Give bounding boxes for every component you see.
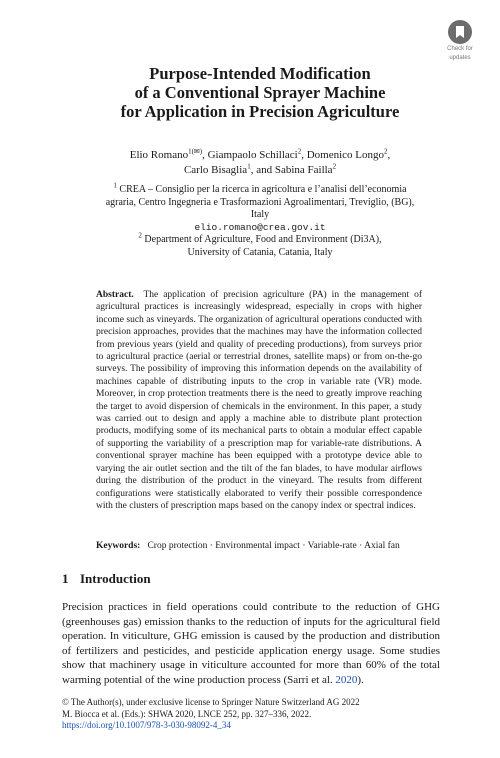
affiliation-line: University of Catania, Catania, Italy <box>187 246 333 258</box>
footer <box>62 697 452 732</box>
keywords-text: Crop protection · Environmental impact · Variable-rate · Axial fan <box>147 541 400 551</box>
affiliation-line: CREA – Consiglio per la ricerca in agricoltura e l’analisi dell’economia <box>116 184 407 195</box>
author-name: , Domenico Longo <box>301 149 385 161</box>
check-for-updates-badge[interactable] <box>440 20 480 62</box>
badge-caption-2: updates <box>449 55 471 61</box>
intro-paragraph: Precision practices in field operations could contribute to the reduction of GHG (greenhouses gas) emission thanks to the reduction of inputs for the agricultural field operation. In viticulture, GHG emission is caused by the production and distribution of fertilizers and pesticides, and pesticide application energy usage. Some studies show that machinery usage in viticulture accounted for more than 60% of the total warming potential of the wine production process (Sarri et al. 2020). <box>62 601 440 686</box>
badge-caption-1: Check for <box>447 46 473 52</box>
section-title: Introduction <box>80 571 151 586</box>
title-line-1: Purpose-Intended Modification <box>149 64 371 83</box>
author-name: , Giampaolo Schillaci <box>202 149 298 161</box>
keywords <box>96 540 436 552</box>
author-name: Carlo Bisaglia <box>183 164 248 176</box>
author-email[interactable]: elio.romano@crea.gov.it <box>194 221 326 233</box>
affiliation-line: agraria, Centro Ingegneria e Trasformazioni Agroalimentari, Treviglio, (BG), <box>105 196 415 208</box>
title-line-3: for Application in Precision Agriculture <box>120 102 400 121</box>
doi-link[interactable]: https://doi.org/10.1007/978-3-030-98092-4_34 <box>62 720 231 731</box>
author-sup[interactable]: 1(✉) <box>188 147 203 156</box>
copyright-line: © The Author(s), under exclusive license to Springer Nature Switzerland AG 2022 <box>62 697 360 707</box>
citation-line: M. Biocca et al. (Eds.): SHWA 2020, LNCE 252, pp. 327–336, 2022. <box>62 708 312 719</box>
abstract <box>96 289 422 512</box>
author-list: Elio Romano$^{1(✉)}$, Giampaolo Schillaci$^2$, Domenico Longo$^2$, Carlo Bisaglia$^1$, and Sabina Failla$^2$ <box>129 147 391 176</box>
abstract-text: The application of precision agriculture (PA) in the management of agricultural practices is increasingly widespread, especially in crops with higher income such as vineyards. The organization of agricultural operations conducted with precision approaches, provides that the machines may have the information collected from previous years (yield and quality of preceding productions), from surveys prior to agricultural practice (aerial or terrestrial drones, satellite maps) or from on-the-go surveys. The possibility of improving this information depends on the availability of machines capable of distributing inputs to the crop in variable rate (VR) mode. Moreover, in crop protection treatments there is the need to greatly improve reaching the target to avoid dispersion of chemicals in the environment. In this paper, a study was carried out to design and apply a machine able to distribute plant protection products, modifying some of its mechanical parts to obtain a modular effect capable of supporting the variability of a prescription map for variable-rate distributions. A conventional sprayer machine has been equipped with a prototype device able to varying the air outlet section and the tilt of the fan blades, to have modular airflows during the distribution of the product in the vineyard. The results from different configurations were statistically elaborated to verify their possible correspondence with the clusters of prescription maps based on the canopy index or spectral indices. <box>96 290 422 511</box>
title-line-2: of a Conventional Sprayer Machine <box>134 83 386 102</box>
affiliation-line: Department of Agriculture, Food and Environment (Di3A), <box>141 234 382 245</box>
author-name: Elio Romano <box>129 149 189 161</box>
keywords-label: Keywords: <box>96 541 141 551</box>
bookmark-icon <box>448 20 472 44</box>
section-number: 1 <box>62 571 69 586</box>
affiliation-line: Italy <box>250 209 270 220</box>
abstract-label: Abstract. <box>96 290 134 300</box>
citation-link[interactable]: 2020 <box>335 673 358 686</box>
paper-title <box>50 64 470 121</box>
affiliations: $^1$ CREA – Consiglio per la ricerca in agricoltura e l’analisi dell’economia agraria, Centro Ingegneria e Trasformazioni Agroalimentari, Treviglio, (BG), Italy elio.romano@crea.gov.it $^2$ Department of Agriculture, Food and Environment (Di3A), University of Catania, Catania, Italy <box>55 184 465 259</box>
author-sup: 2 <box>384 147 388 156</box>
author-sup: 1 <box>247 162 251 171</box>
author-sup: 2 <box>332 162 337 171</box>
author-sup: 2 <box>297 147 302 156</box>
section-heading <box>62 571 151 587</box>
author-name: , and Sabina Failla <box>250 164 333 176</box>
